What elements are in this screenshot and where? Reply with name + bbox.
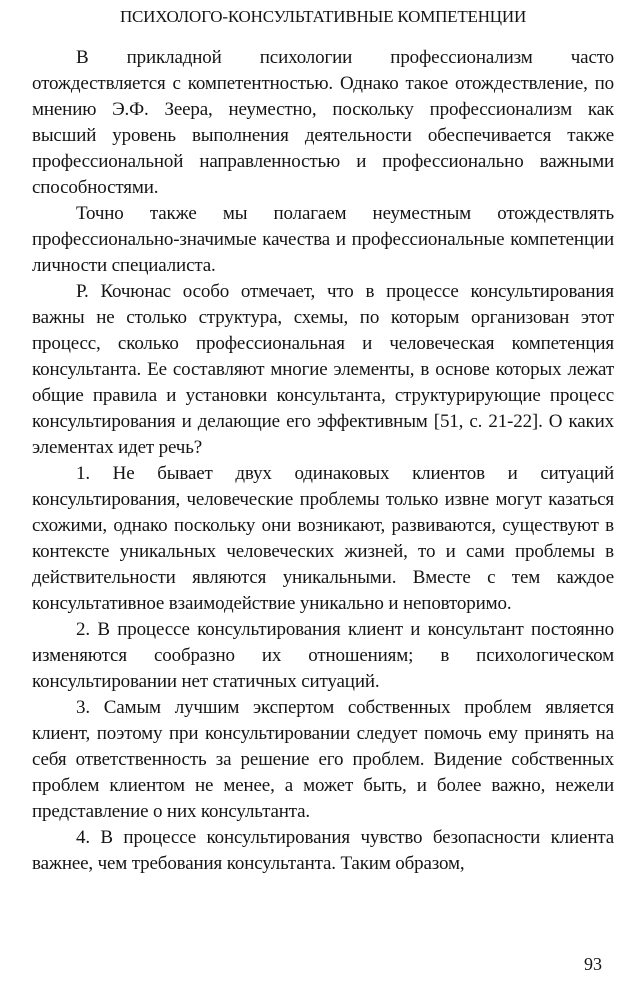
paragraph-item-4: 4. В процессе консультирования чувство безопасности клиента важнее, чем требования консультанта. Таким образом, — [32, 827, 614, 874]
paragraph-item-1: 1. Не бывает двух одинаковых клиентов и ситуаций консультирования, человеческие проблемы только извне могут казаться схожими, однако поскольку они возникают, развиваются, существуют в контексте уникальных человеческих жизней, то и сами проблемы в действительности являются уникальными. Вместе с тем каждое консультативное взаимодействие уникально и неповторимо. — [32, 463, 614, 614]
running-header: ПСИХОЛОГО-КОНСУЛЬТАТИВНЫЕ КОМПЕТЕНЦИИ — [119, 7, 527, 26]
paragraph-kochiunas: Р. Кочюнас особо отмечает, что в процессе консультирования важны не столько структура, схемы, по которым организован этот процесс, сколько профессиональная и человеческая компетенция консультанта. Ее составляют многие элементы, в основе которых лежат общие правила и установки консультанта, структурирующие процесс консультирования и делающие его эффективным [51, с. 21-22]. О каких элементах идет речь? — [32, 281, 614, 458]
paragraph-item-3: 3. Самым лучшим экспертом собственных проблем является клиент, поэтому при консультировании следует помочь ему принять на себя ответственность за решение его проблем. Видение собственных проблем клиентом не менее, а может быть, и более важно, нежели представление о них консультанта. — [32, 697, 614, 822]
paragraph-professionalism: В прикладной психологии профессионализм часто отождествляется с компетентностью. Однако такое отождествление, по мнению Э.Ф. Зеера, неуместно, поскольку профессионализм как высший уровень выполнения деятельности обеспечивается также профессиональной направленностью и профессионально важными способностями. — [32, 47, 614, 198]
paragraph-competence-distinction: Точно также мы полагаем неуместным отождествлять профессионально-значимые качества и профессиональные компетенции личности специалиста. — [32, 203, 614, 276]
page-number: 93 — [584, 954, 602, 974]
paragraph-item-2: 2. В процессе консультирования клиент и консультант постоянно изменяются сообразно их отношениям; в психологическом консультировании нет статичных ситуаций. — [32, 619, 614, 692]
